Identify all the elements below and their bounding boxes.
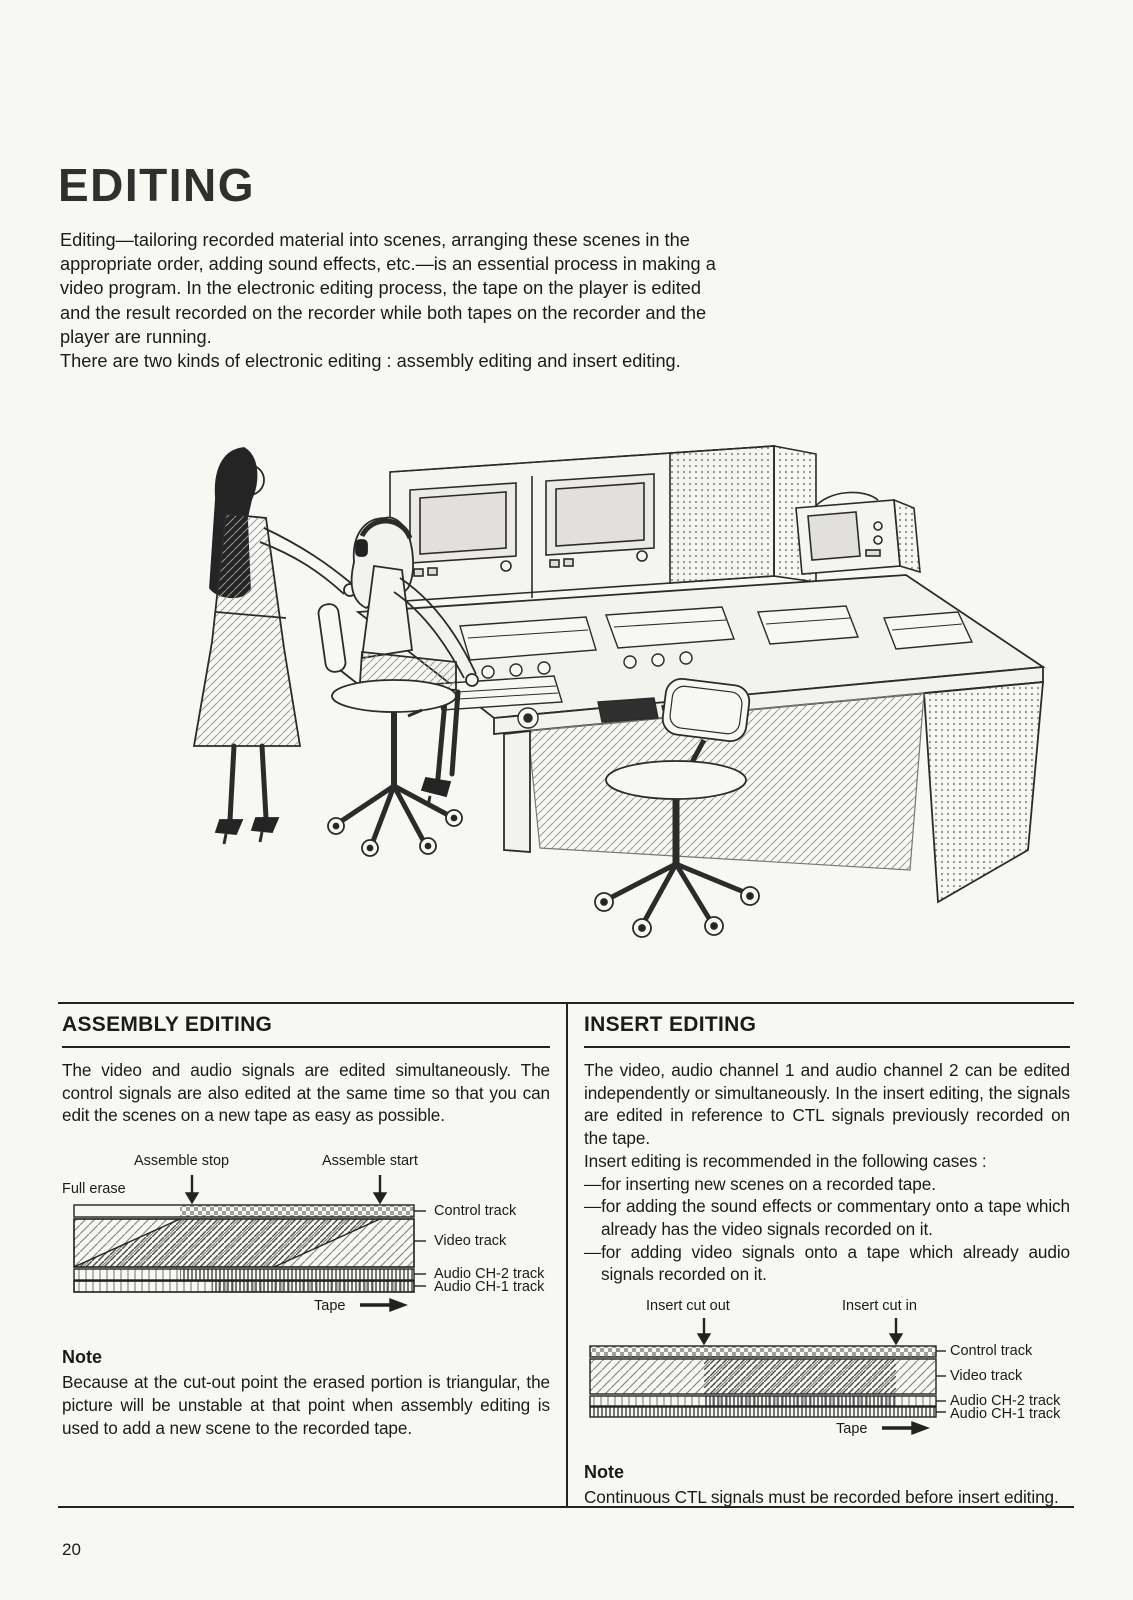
insert-label-cut-in: Insert cut in — [842, 1298, 917, 1315]
insert-tape-diagram — [584, 1298, 1070, 1440]
insert-bullet-1: —for inserting new scenes on a recorded tape. — [584, 1173, 936, 1194]
assembly-note-heading: Note — [62, 1347, 102, 1368]
assembly-tape-diagram-svg — [62, 1171, 548, 1323]
assembly-label-video-track: Video track — [434, 1233, 507, 1250]
assembly-label-control-track: Control track — [434, 1203, 517, 1220]
assembly-label-tape: Tape — [314, 1298, 346, 1315]
two-column-section — [58, 1002, 1074, 1508]
assembly-note-body: Because at the cut-out point the erased portion is triangular, the picture will be unstable at that point when assembly editing is used to add a new scene to the recorded tape. — [62, 1372, 550, 1438]
insert-label-video-track: Video track — [950, 1368, 1023, 1385]
insert-label-tape: Tape — [836, 1421, 868, 1438]
insert-bullet-2: —for adding the sound effects or commentary onto a tape which already has the video signals recorded on it. — [584, 1196, 1070, 1239]
assembly-label-audio2-track: Audio CH-2 track — [434, 1266, 545, 1283]
page-title: EDITING — [58, 159, 256, 211]
insert-note-body: Continuous CTL signals must be recorded before insert editing. — [584, 1487, 1059, 1506]
insert-label-audio2-track: Audio CH-2 track — [950, 1393, 1061, 1410]
assembly-label-start: Assemble start — [322, 1153, 418, 1170]
intro-paragraph-2: There are two kinds of electronic editing : assembly editing and insert editing. — [60, 351, 681, 372]
insert-label-cut-out: Insert cut out — [646, 1298, 730, 1315]
assembly-editing-heading: ASSEMBLY EDITING — [62, 1004, 550, 1048]
insert-label-audio1-track: Audio CH-1 track — [950, 1406, 1061, 1423]
assembly-tape-diagram — [62, 1153, 548, 1325]
insert-label-control-track: Control track — [950, 1343, 1033, 1360]
insert-tape-diagram-svg — [584, 1316, 1070, 1440]
page-number: 20 — [62, 1540, 81, 1559]
assembly-editing-column — [58, 1004, 566, 1506]
insert-editing-heading: INSERT EDITING — [584, 1004, 1070, 1048]
console-illustration-svg — [58, 350, 1072, 998]
insert-body-text-2: Insert editing is recommended in the following cases : — [584, 1150, 987, 1171]
assembly-label-stop: Assemble stop — [134, 1153, 230, 1170]
editing-console-illustration — [58, 350, 1072, 998]
insert-body-text-1: The video, audio channel 1 and audio channel 2 can be edited independently or simultaneously. In the insert editing, the signals are edited in reference to CTL signals previously recorded on the tape. — [584, 1060, 1070, 1149]
insert-bullet-3: —for adding video signals onto a tape which already audio signals recorded on it. — [584, 1241, 1070, 1285]
assembly-label-audio1-track: Audio CH-1 track — [434, 1279, 545, 1296]
insert-note-heading: Note — [584, 1462, 624, 1483]
assembly-label-full-erase: Full erase — [62, 1181, 126, 1198]
intro-paragraph-1: Editing—tailoring recorded material into scenes, arranging these scenes in the appropriate order, adding sound effects, etc.—is an essential process in making a video program. In the electronic editing process, the tape on the player is edited and the result recorded on the recorder while both tapes on the recorder and the player are running. — [60, 230, 716, 347]
insert-editing-column — [566, 1004, 1074, 1506]
assembly-body-text: The video and audio signals are edited simultaneously. The control signals are also edited at the same time so that you can edit the scenes on a new tape as easy as possible. — [62, 1060, 550, 1126]
